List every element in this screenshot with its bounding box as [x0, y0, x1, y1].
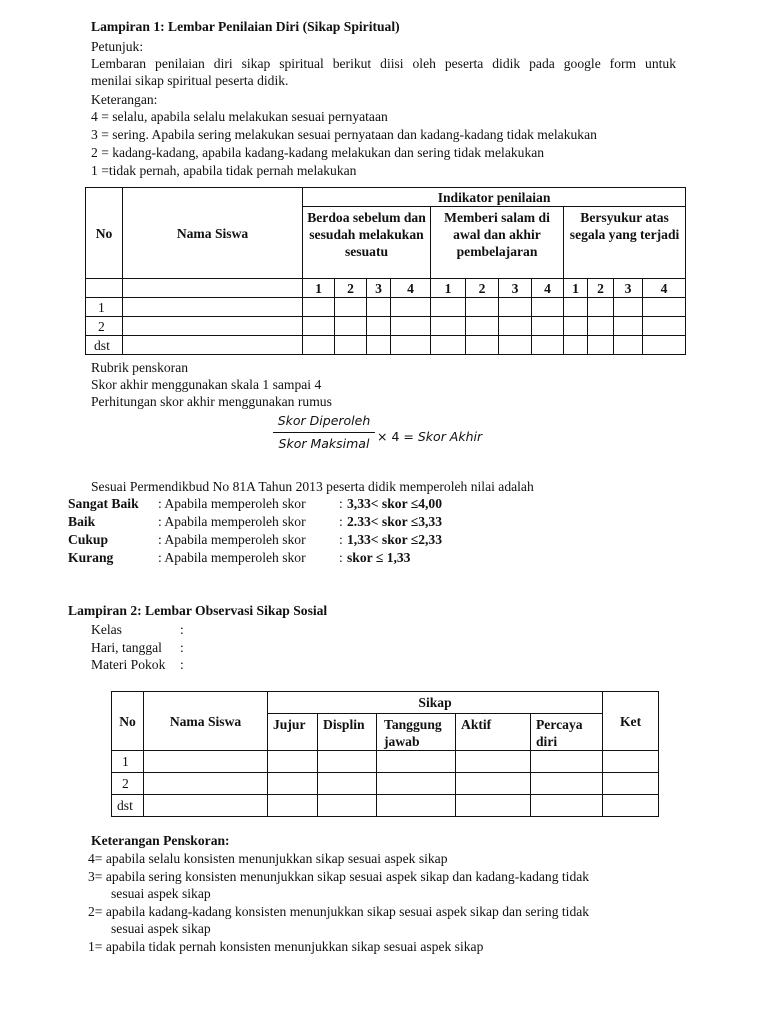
- keterangan-label: Keterangan:: [91, 92, 158, 107]
- col-no-header: No: [112, 692, 144, 751]
- field-kelas-label: Kelas: [91, 622, 122, 637]
- criteria-value: 3,33< skor ≤4,00: [347, 496, 443, 511]
- formula-fraction: [273, 412, 375, 453]
- petunjuk-line-1: Lembaran penilaian diri sikap spiritual berikut diisi oleh peserta didik pada google form untuk: [91, 56, 676, 71]
- col-ket-header: Ket: [603, 692, 659, 751]
- score-header: 1: [564, 279, 588, 298]
- keterangan-item: 1 =tidak pernah, apabila tidak pernah melakukan: [91, 163, 357, 178]
- penskoran-line: 1= apabila tidak pernah konsisten menunjukkan sikap sesuai aspek sikap: [88, 939, 484, 954]
- score-formula: [273, 412, 503, 460]
- petunjuk-label: Petunjuk:: [91, 39, 144, 54]
- penskoran-line: sesuai aspek sikap: [111, 886, 211, 901]
- criteria-desc: : Apabila memperoleh skor: [158, 532, 306, 547]
- score-header: 2: [466, 279, 499, 298]
- table-row: [86, 317, 686, 336]
- sikap-jujur: Jujur: [268, 714, 318, 751]
- rubrik-line: Rubrik penskoran: [91, 360, 189, 375]
- criteria-colon: :: [339, 496, 343, 511]
- formula-equals: =: [403, 429, 414, 444]
- score-header: 3: [499, 279, 532, 298]
- keterangan-penskoran-title: Keterangan Penskoran:: [91, 833, 230, 848]
- row-no: 2: [86, 317, 123, 336]
- field-hari-colon: :: [180, 640, 184, 655]
- criteria-label: Kurang: [68, 550, 114, 565]
- criteria-desc: : Apabila memperoleh skor: [158, 514, 306, 529]
- formula-times: ×: [377, 429, 388, 444]
- field-kelas-colon: :: [180, 622, 184, 637]
- rubrik-line: Perhitungan skor akhir menggunakan rumus: [91, 394, 332, 409]
- formula-numerator: Skor Diperoleh: [277, 413, 371, 428]
- penskoran-line: 2= apabila kadang-kadang konsisten menunjukkan sikap sesuai aspek sikap dan sering tidak: [88, 904, 590, 919]
- criteria-colon: :: [339, 532, 343, 547]
- table-row: [112, 751, 659, 773]
- field-hari-label: Hari, tanggal: [91, 640, 162, 655]
- row-no: dst: [112, 795, 144, 817]
- formula-denominator: Skor Maksimal: [278, 436, 370, 451]
- score-header: 4: [643, 279, 686, 298]
- row-no: dst: [86, 336, 123, 355]
- score-header: 2: [588, 279, 614, 298]
- formula-factor: 4: [391, 429, 400, 444]
- indikator-2: Memberi salam di awal dan akhir pembelajaran: [431, 207, 564, 279]
- keterangan-item: 4 = selalu, apabila selalu melakukan sesuai pernyataan: [91, 109, 388, 124]
- keterangan-item: 3 = sering. Apabila sering melakukan sesuai pernyataan dan kadang-kadang tidak melakukan: [91, 127, 597, 142]
- table-row: [112, 795, 659, 817]
- score-header: 3: [614, 279, 643, 298]
- formula-rest: [377, 429, 482, 444]
- criteria-colon: :: [339, 550, 343, 565]
- col-nama-header: Nama Siswa: [144, 692, 268, 751]
- criteria-colon: :: [339, 514, 343, 529]
- table-row: [86, 336, 686, 355]
- observasi-sikap-table: [111, 691, 659, 817]
- field-materi-colon: :: [180, 657, 184, 672]
- col-no-header: No: [86, 188, 123, 279]
- penilaian-diri-table: [85, 187, 686, 355]
- row-no: 1: [86, 298, 123, 317]
- criteria-desc: : Apabila memperoleh skor: [158, 496, 306, 511]
- indikator-3: Bersyukur atas segala yang terjadi: [564, 207, 686, 279]
- sikap-displin: Displin: [318, 714, 377, 751]
- table-row: [112, 773, 659, 795]
- score-header: 1: [303, 279, 335, 298]
- col-nama-header: Nama Siswa: [123, 188, 303, 279]
- criteria-label: Baik: [68, 514, 96, 529]
- keterangan-item: 2 = kadang-kadang, apabila kadang-kadang melakukan dan sering tidak melakukan: [91, 145, 545, 160]
- criteria-value: skor ≤ 1,33: [347, 550, 411, 565]
- score-header: 4: [391, 279, 431, 298]
- penskoran-line: 4= apabila selalu konsisten menunjukkan sikap sesuai aspek sikap: [88, 851, 448, 866]
- sikap-header: Sikap: [268, 692, 603, 714]
- sikap-aktif: Aktif: [456, 714, 531, 751]
- lampiran1-title: Lampiran 1: Lembar Penilaian Diri (Sikap Spiritual): [91, 19, 400, 34]
- petunjuk-line-2: menilai sikap spiritual peserta didik.: [91, 73, 289, 88]
- penskoran-line: 3= apabila sering konsisten menunjukkan sikap sesuai aspek sikap dan kadang-kadang tidak: [88, 869, 590, 884]
- criteria-desc: : Apabila memperoleh skor: [158, 550, 306, 565]
- score-header: 4: [532, 279, 564, 298]
- criteria-label: Sangat Baik: [68, 496, 139, 511]
- sikap-percaya-diri: Percaya diri: [531, 714, 603, 751]
- criteria-label: Cukup: [68, 532, 109, 547]
- row-no: 2: [112, 773, 144, 795]
- penskoran-line: sesuai aspek sikap: [111, 921, 211, 936]
- formula-result: Skor Akhir: [417, 429, 483, 444]
- criteria-value: 1,33< skor ≤2,33: [347, 532, 443, 547]
- field-materi-label: Materi Pokok: [91, 657, 166, 672]
- rubrik-line: Skor akhir menggunakan skala 1 sampai 4: [91, 377, 322, 392]
- lampiran2-title: Lampiran 2: Lembar Observasi Sikap Sosial: [68, 603, 328, 618]
- score-header: 3: [367, 279, 391, 298]
- table-row: [86, 298, 686, 317]
- indikator-1: Berdoa sebelum dan sesudah melakukan sesuatu: [303, 207, 431, 279]
- score-header: 2: [335, 279, 367, 298]
- sikap-tanggung-jawab: Tanggung jawab: [377, 714, 456, 751]
- criteria-value: 2.33< skor ≤3,33: [347, 514, 443, 529]
- indikator-header: Indikator penilaian: [303, 188, 686, 207]
- row-no: 1: [112, 751, 144, 773]
- permendikbud-text: Sesuai Permendikbud No 81A Tahun 2013 peserta didik memperoleh nilai adalah: [91, 479, 534, 494]
- score-header: 1: [431, 279, 466, 298]
